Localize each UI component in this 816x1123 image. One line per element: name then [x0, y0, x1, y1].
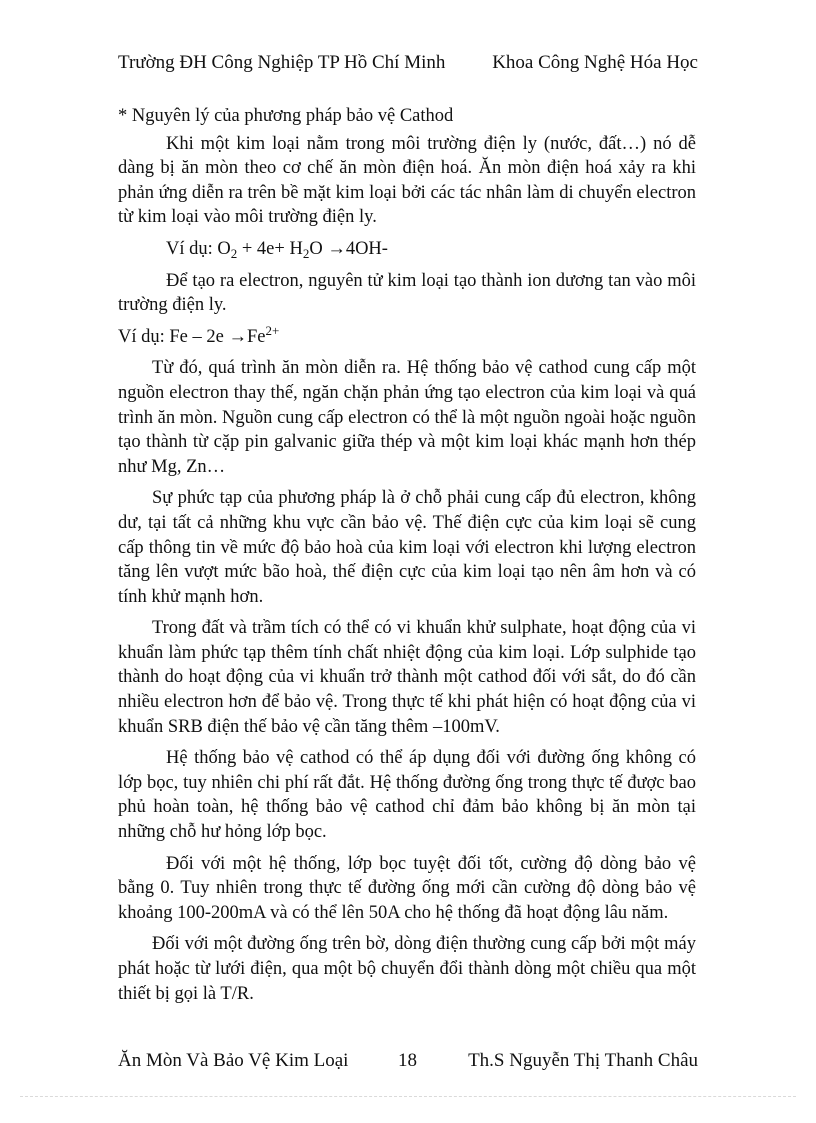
- section-title: * Nguyên lý của phương pháp bảo vệ Cathod: [118, 106, 454, 126]
- page-number: 18: [398, 1050, 417, 1071]
- paragraph-1: Khi một kim loại nằm trong môi trường điện ly (nước, đất…) nó dễ dàng bị ăn mòn theo cơ chế ăn mòn điện hoá. Ăn mòn điện hoá xảy ra khi phản ứng diễn ra trên bề mặt kim loại bởi các tác nhân làm di chuyển electron từ kim loại vào môi trường điện ly.: [118, 133, 696, 228]
- example-equation-1: Ví dụ: $O_2 + 4e+ H_2O \to 4OH-$: [166, 238, 388, 261]
- page-footer: [118, 1050, 698, 1072]
- footer-course-title: Ăn Mòn Và Bảo Vệ Kim Loại: [118, 1050, 349, 1071]
- page-content: [118, 104, 696, 1013]
- paragraph-6: Hệ thống bảo vệ cathod có thể áp dụng đối với đường ống không có lớp bọc, tuy nhiên chi phí rất đắt. Hệ thống đường ống trong thực tế được bao phủ hoàn toàn, hệ thống bảo vệ cathod chỉ đảm bảo không bị ăn mòn tại những chỗ hư hỏng lớp bọc.: [118, 748, 696, 843]
- page-bottom-divider: [20, 1096, 796, 1097]
- paragraph-4: Sự phức tạp của phương pháp là ở chỗ phải cung cấp đủ electron, không dư, tại tất cả những khu vực cần bảo vệ. Thế điện cực của kim loại sẽ cung cấp thông tin về mức độ bảo hoà của kim loại với electron khi lượng electron tăng lên vượt mức bão hoà, thế điện cực của kim loại tạo nên âm hơn và có tính khử mạnh hơn.: [118, 488, 696, 607]
- header-faculty: Khoa Công Nghệ Hóa Học: [492, 52, 698, 73]
- footer-author: Th.S Nguyễn Thị Thanh Châu: [468, 1050, 698, 1071]
- paragraph-5: Trong đất và trầm tích có thể có vi khuẩn khử sulphate, hoạt động của vi khuẩn làm phức tạp thêm tính chất nhiệt động của kim loại. Lớp sulphide tạo thành do hoạt động của vi khuẩn trở thành một cathod đối với sắt, do đó cần nhiều electron hơn để bảo vệ. Trong thực tế khi phát hiện có hoạt động của vi khuẩn SRB điện thế bảo vệ cần tăng thêm –100mV.: [118, 618, 696, 737]
- paragraph-8: Đối với một đường ống trên bờ, dòng điện thường cung cấp bởi một máy phát hoặc từ lưới điện, qua một bộ chuyển đổi thành dòng một chiều qua một thiết bị gọi là T/R.: [118, 934, 696, 1004]
- paragraph-7: Đối với một hệ thống, lớp bọc tuyệt đối tốt, cường độ dòng bảo vệ bằng 0. Tuy nhiên trong thực tế đường ống mới cần cường độ dòng bảo vệ khoảng 100-200mA và có thể lên 50A cho hệ thống đã hoạt động lâu năm.: [118, 853, 696, 923]
- paragraph-3: Từ đó, quá trình ăn mòn diễn ra. Hệ thống bảo vệ cathod cung cấp một nguồn electron thay thế, ngăn chặn phản ứng tạo electron của kim loại và quá trình ăn mòn. Nguồn cung cấp electron có thể là một nguồn ngoài hoặc nguồn tạo thành từ cặp pin galvanic giữa thép và một kim loại khác mạnh hơn thép như Mg, Zn…: [118, 358, 696, 477]
- paragraph-2: Để tạo ra electron, nguyên tử kim loại tạo thành ion dương tan vào môi trường điện ly.: [118, 270, 696, 316]
- example-equation-2: Ví dụ: $Fe - 2e \to Fe^{2+}$: [118, 322, 280, 347]
- header-school: Trường ĐH Công Nghiệp TP Hồ Chí Minh: [118, 52, 446, 73]
- page-header: [118, 52, 698, 74]
